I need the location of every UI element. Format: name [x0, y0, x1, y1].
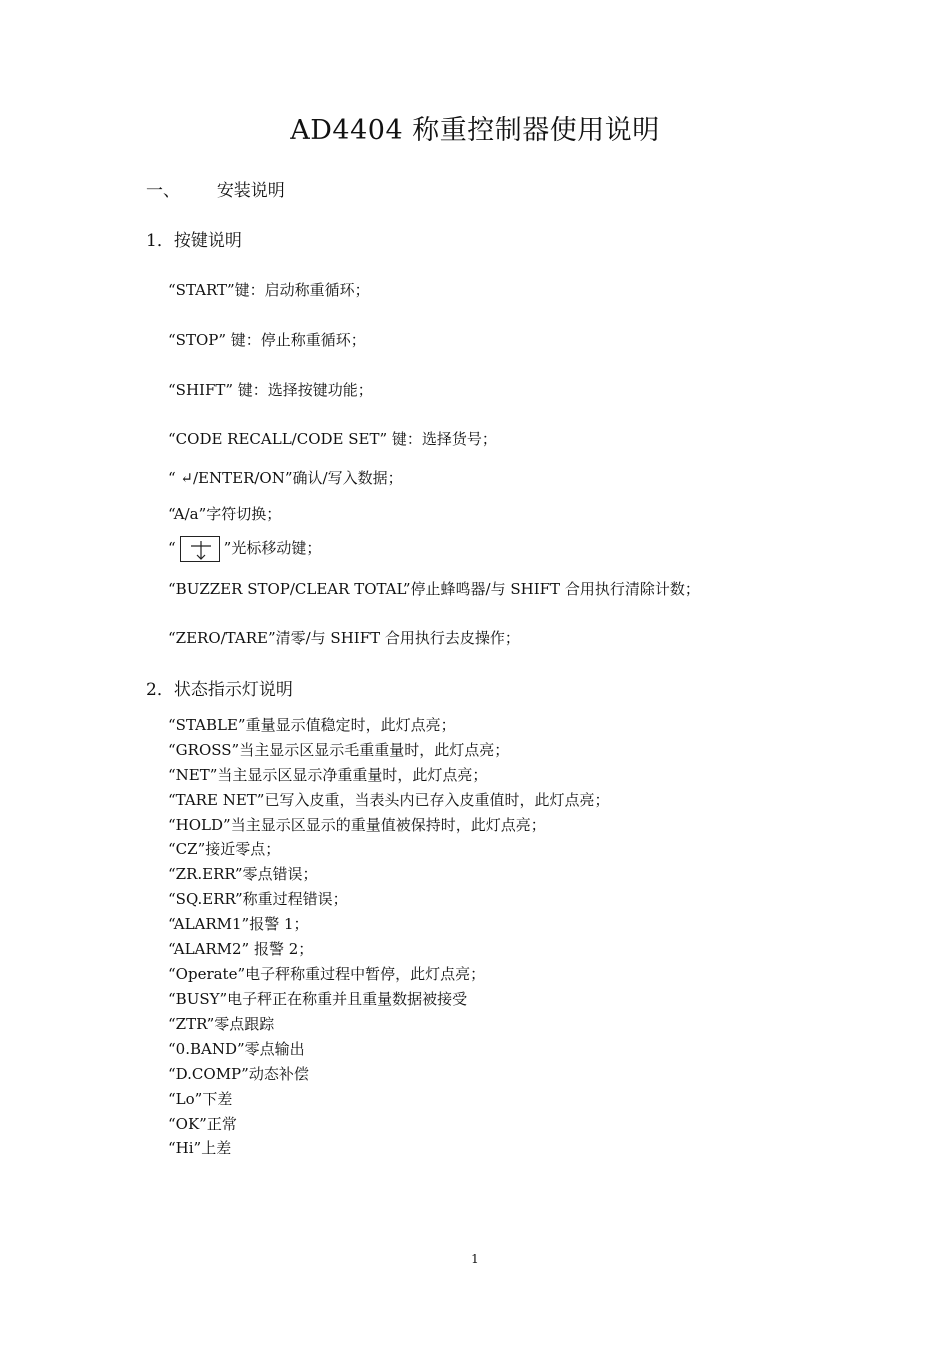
- key-item: “CODE RECALL/CODE SET” 键：选择货号；: [168, 430, 497, 448]
- led-item: “BUSY”电子秤正在称重并且重量数据被接受: [168, 990, 468, 1008]
- led-item: “Lo”下差: [168, 1090, 233, 1108]
- document-title: AD4404 称重控制器使用说明: [290, 115, 660, 146]
- key-item-cursor: [168, 536, 321, 562]
- key-item: “BUZZER STOP/CLEAR TOTAL”停止蜂鸣器/与 SHIFT 合用执行清除计数；: [168, 580, 700, 598]
- section-number: 一、: [146, 181, 180, 201]
- section-heading: [146, 176, 285, 201]
- led-item: “SQ.ERR”称重过程错误；: [168, 890, 348, 908]
- key-item: “ ↵/ENTER/ON”确认/写入数据；: [168, 469, 403, 487]
- cursor-arrows-icon: [180, 536, 220, 562]
- key-item: “SHIFT” 键：选择按键功能；: [168, 381, 373, 399]
- page-number: 1: [471, 1252, 479, 1266]
- led-item: “OK”正常: [168, 1115, 237, 1133]
- key-item: “STOP” 键：停止称重循环；: [168, 331, 366, 349]
- led-item: “ALARM2” 报警 2；: [168, 940, 314, 958]
- led-item: “CZ”接近零点；: [168, 840, 281, 858]
- led-item: “HOLD”当主显示区显示的重量值被保持时，此灯点亮；: [168, 816, 546, 834]
- led-item: “D.COMP”动态补偿: [168, 1065, 309, 1083]
- led-item: “Hi”上差: [168, 1139, 232, 1157]
- led-item: “Operate”电子秤称重过程中暂停，此灯点亮；: [168, 965, 486, 983]
- quote-close: ”光标移动键；: [223, 539, 322, 557]
- led-item: “ZTR”零点跟踪: [168, 1015, 275, 1033]
- led-item: “ZR.ERR”零点错误；: [168, 865, 318, 883]
- quote-open: “: [168, 539, 176, 557]
- led-item: “ALARM1”报警 1；: [168, 915, 309, 933]
- subsection-heading-keys: 1．按键说明: [146, 231, 242, 251]
- led-item: “NET”当主显示区显示净重重量时，此灯点亮；: [168, 766, 488, 784]
- key-item: “ZERO/TARE”清零/与 SHIFT 合用执行去皮操作；: [168, 629, 520, 647]
- key-item: “A/a”字符切换；: [168, 505, 282, 523]
- led-item: “0.BAND”零点输出: [168, 1040, 305, 1058]
- led-item: “GROSS”当主显示区显示毛重重量时，此灯点亮；: [168, 741, 510, 759]
- subsection-heading-leds: 2．状态指示灯说明: [146, 680, 293, 700]
- key-item: “START”键：启动称重循环；: [168, 281, 370, 299]
- led-item: “STABLE”重量显示值稳定时，此灯点亮；: [168, 716, 456, 734]
- section-title: 安装说明: [216, 181, 285, 201]
- led-item: “TARE NET”已写入皮重，当表头内已存入皮重值时，此灯点亮；: [168, 791, 610, 809]
